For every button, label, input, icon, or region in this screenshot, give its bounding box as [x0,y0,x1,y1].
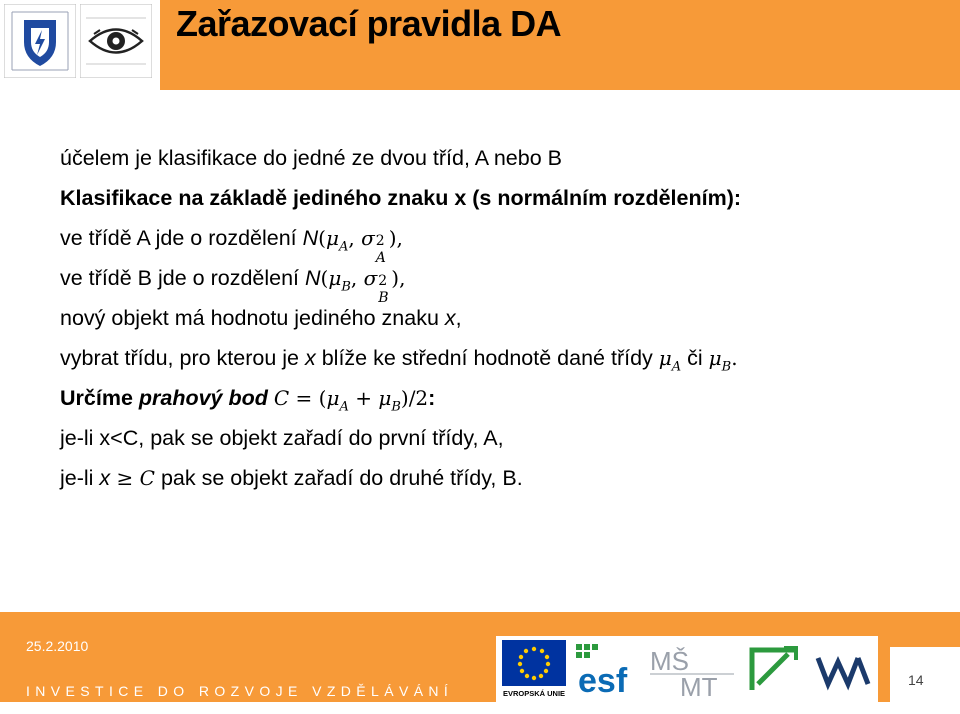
var-x: x [99,466,111,490]
text-line-rule-b: je-li x ≥ C pak se objekt zařadí do druhé třídy, B. [60,466,523,490]
footer-band [0,612,960,702]
footer-date: 25.2.2010 [26,638,89,654]
rule-b-text: je-li [60,466,100,490]
new-object-text: nový objekt má hodnotu jediného znaku [60,306,445,330]
class-a-text: ve třídě A jde o rozdělení [60,226,303,250]
text-line-class-b: ve třídě B jde o rozdělení $N(\mu_B$, σ 2 B ), [60,266,406,307]
eu-flag-icon [502,640,566,698]
class-b-text: ve třídě B jde o rozdělení [60,266,306,290]
classification-text: Klasifikace na základě jediného znaku x (s normálním rozdělením): [60,186,742,210]
shield-logo-icon [4,4,76,78]
op-logo-icon [744,640,806,698]
page-number-box [890,647,960,714]
eu-label: EVROPSKÁ UNIE [502,689,566,698]
rule-b-text-post: pak se objekt zařadí do druhé třídy, B. [154,466,523,490]
threshold-italic-text: prahový bod [138,386,274,410]
var-x: x [444,306,456,330]
comma: , [455,306,462,330]
page-title: Zařazovací pravidla DA [176,3,562,44]
var-x: x [304,346,316,370]
eye-logo-icon [80,4,152,78]
footer-slogan: INVESTICE DO ROZVOJE VZDĚLÁVÁNÍ [26,683,454,699]
svg-text:MŠ: MŠ [650,646,689,676]
text-line-choose-class: vybrat třídu, pro kterou je x blíže ke střední hodnotě dané třídy $\mu_A$ či $\mu_B$. [60,346,738,375]
choose-class-text: vybrat třídu, pro kterou je [60,346,305,370]
text-line-class-a: ve třídě A jde o rozdělení $N(\mu_A$, σ 2 A ), [60,226,403,267]
sponsor-logos [496,636,878,702]
threshold-bold-text: Určíme [60,386,139,410]
text-line-purpose: účelem je klasifikace do jedné ze dvou tříd, A nebo B [60,146,562,170]
msmt-logo-icon [646,640,738,698]
page-number: 14 [908,672,924,688]
svg-text:esf: esf [578,662,628,698]
text-line-classification [60,178,940,218]
choose-class-text-mid: blíže ke střední hodnotě dané třídy [315,346,659,370]
text-line-rule-a: je-li x<C, pak se objekt zařadí do první třídy, A, [60,426,504,450]
svg-text:MT: MT [680,672,718,698]
logo-area [0,0,160,90]
slide-content [60,138,940,498]
text-line-new-object [60,298,940,338]
text-line-threshold: Určíme prahový bod $C = (\mu_A + \mu_B)/2$: [60,386,436,415]
or-text: či [681,346,709,370]
wave-logo-icon [812,640,874,698]
esf-logo-icon [572,640,638,698]
